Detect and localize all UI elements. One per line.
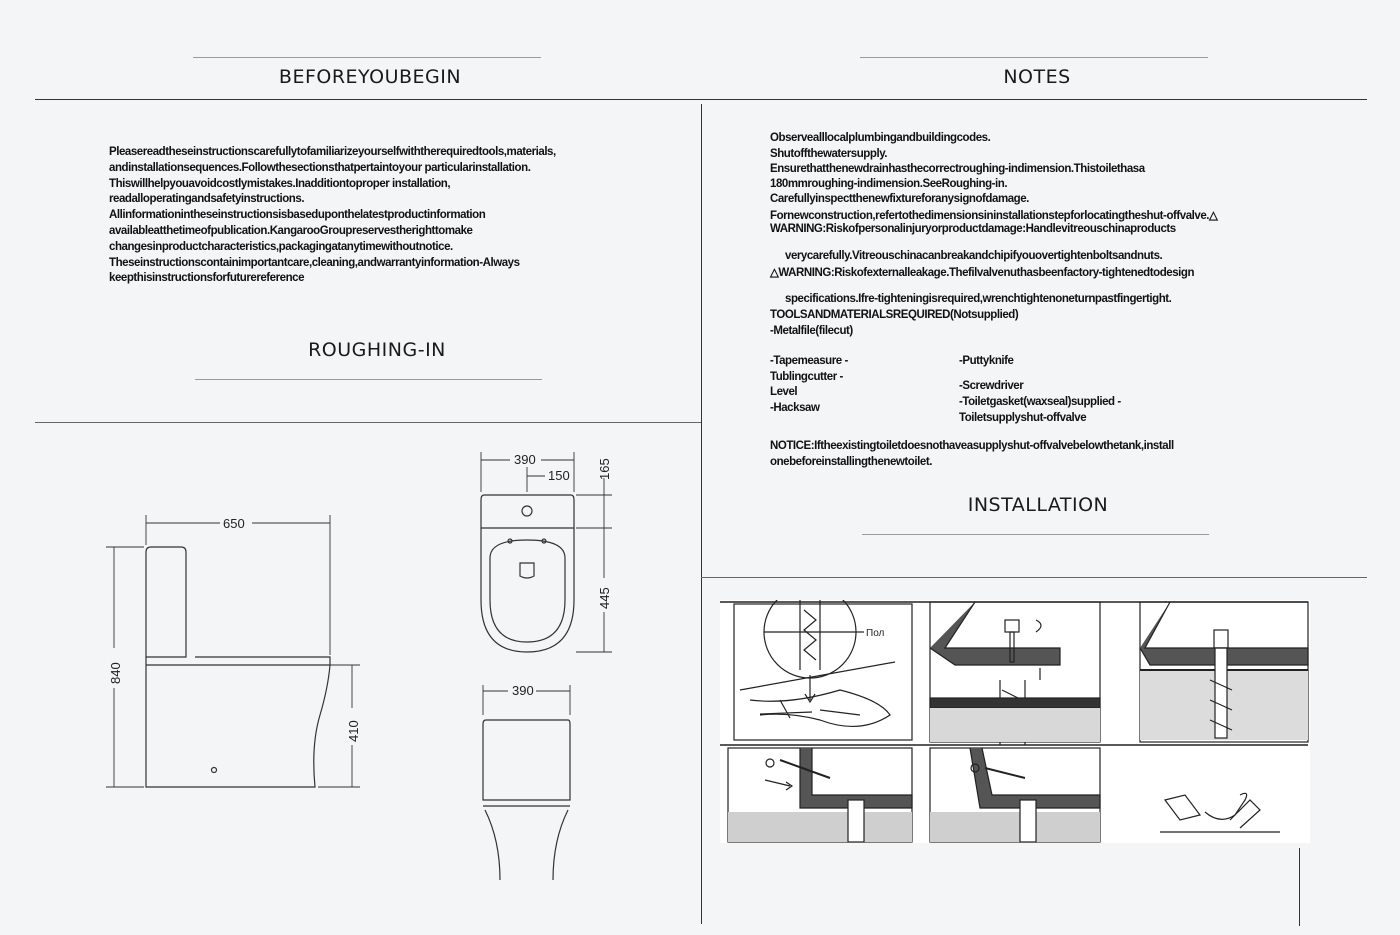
- text-line: keepthisinstructionsforfuturereference: [109, 272, 305, 285]
- notice-line: onebeforeinstallingthenewtoilet.: [770, 456, 932, 468]
- dim-410: 410: [346, 720, 361, 742]
- roughing-in-heading: ROUGHING-IN: [308, 339, 446, 361]
- text-line: readalloperatingandsafetyinstructions.: [109, 193, 305, 206]
- floor-label: Пол: [866, 628, 885, 639]
- notes-line: Fornewconstruction,refertothedimensionsininstallationstepforlocatingtheshut-offvalve.△: [770, 210, 1218, 222]
- text-line: Allinformationintheseinstructionsisbaseduponthelatestproductinformation: [109, 209, 486, 222]
- notes-line: specifications.Ifre-tighteningisrequired,wrenchtightenoneturnpastfingertight.: [785, 293, 1172, 305]
- tool-item: -Metalfile(filecut): [770, 325, 853, 337]
- tool-item: -Tapemeasure -: [770, 355, 848, 367]
- dim-445: 445: [597, 587, 612, 609]
- dim-650: 650: [223, 516, 245, 531]
- notes-line: 180mmroughing-indimension.SeeRoughing-in.: [770, 178, 1008, 190]
- notes-line: verycarefully.Vitreouschinacanbreakandchipifyouovertightenboltsandnuts.: [785, 250, 1163, 262]
- text-line: Pleasereadtheseinstructionscarefullytofamiliarizeyourselfwiththerequiredtools,materials,: [109, 146, 556, 158]
- front-view: [483, 685, 570, 880]
- tool-item: Toiletsupplyshut-offvalve: [959, 412, 1087, 424]
- dim-165: 165: [597, 458, 612, 480]
- roughing-bottom-rule: [195, 379, 542, 380]
- before-you-begin-text: [109, 145, 556, 287]
- before-you-begin-heading: BEFOREYOUBEGIN: [278, 66, 462, 88]
- warning-line: WARNING:Riskofpersonalinjuryorproductdamage:Handlevitreouschinaproducts: [770, 223, 1176, 235]
- installation-section-divider: [701, 577, 1367, 578]
- text-line: availableatthetimeofpublication.KangarooGroupreservestherighttomake: [109, 224, 473, 237]
- notes-line: Shutoffthewatersupply.: [770, 148, 888, 160]
- text-line: Theseinstructionscontainimportantcare,cleaning,andwarrantyinformation-Always: [109, 256, 520, 269]
- text-line: andinstallationsequences.Followthesectionsthatpertaintoyour particularinstallation.: [109, 161, 531, 174]
- tools-heading: TOOLSANDMATERIALSREQUIRED(Notsupplied): [770, 309, 1019, 321]
- notes-line: Observealllocalplumbingandbuildingcodes.: [770, 132, 991, 144]
- dim-390-front: 390: [512, 683, 534, 698]
- installation-heading: INSTALLATION: [967, 494, 1109, 516]
- before-top-rule: [193, 57, 541, 58]
- tool-item: Tublingcutter -: [770, 371, 843, 383]
- notes-line: Carefullyinspectthenewfixtureforanysignofdamage.: [770, 193, 1029, 205]
- installation-steps: [720, 600, 1310, 843]
- notice-line: NOTICE:Iftheexistingtoiletdoesnothaveasupplyshut-offvalvebelowthetank,install: [770, 440, 1174, 452]
- installation-bottom-rule: [862, 534, 1209, 535]
- roughing-section-divider: [35, 422, 701, 423]
- notes-heading: NOTES: [1003, 66, 1071, 88]
- notes-line: Ensurethatthenewdrainhasthecorrectroughing-indimension.Thistoilethasa: [770, 163, 1145, 175]
- side-view: [106, 515, 360, 787]
- right-edge-divider: [1299, 848, 1300, 926]
- dim-390-top: 390: [514, 452, 536, 467]
- text-line: changesinproductcharacteristics,packagingatanytimewithoutnotice.: [109, 240, 453, 253]
- notes-text: [770, 0, 1290, 480]
- warning-line: △WARNING:Riskofexternalleakage.Thefilvalvenuthasbeenfactory-tightenedtodesign: [770, 267, 1195, 279]
- roughing-in-drawing: [100, 440, 660, 880]
- tool-item: -Puttyknife: [959, 355, 1014, 367]
- center-divider: [701, 104, 702, 924]
- tool-item: Level: [770, 386, 798, 398]
- tool-item: -Screwdriver: [959, 380, 1024, 392]
- step-6-seal: [1118, 748, 1308, 842]
- tool-item: -Hacksaw: [770, 402, 820, 414]
- top-view: [481, 452, 612, 652]
- text-line: Thiswillhelpyouavoidcostlymistakes.Inadditiontoproper installation,: [109, 177, 451, 190]
- tool-item: -Toiletgasket(waxseal)supplied -: [959, 396, 1121, 408]
- dim-840: 840: [108, 662, 123, 684]
- dim-150: 150: [548, 468, 570, 483]
